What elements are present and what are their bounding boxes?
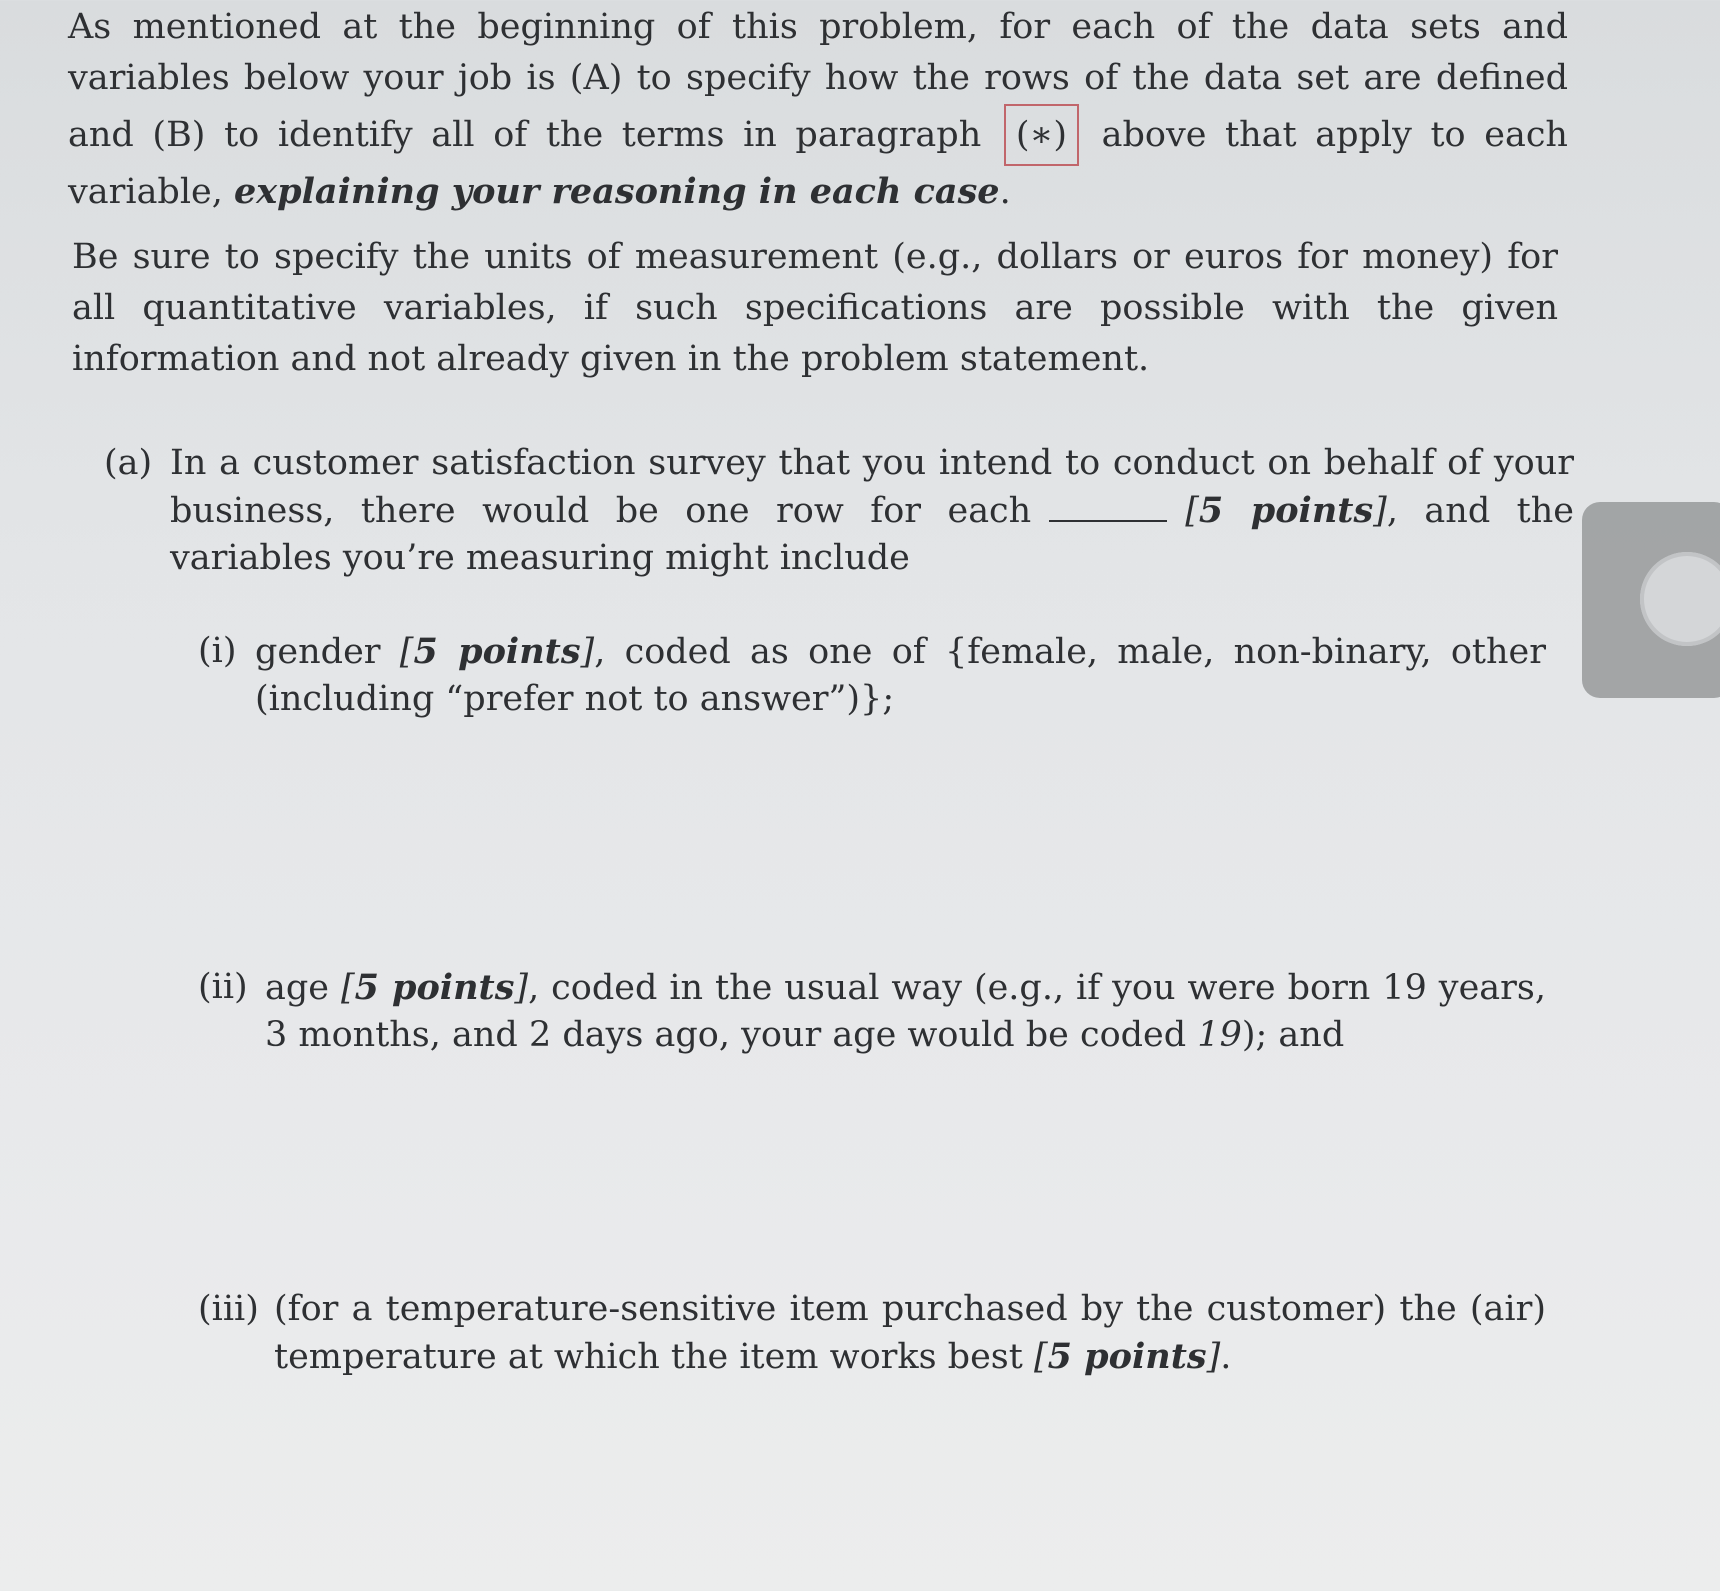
item-ii-points: [5 points] — [340, 967, 529, 1008]
item-iii-end: . — [1220, 1337, 1232, 1377]
item-iii-label: (iii) — [198, 1289, 259, 1329]
item-iii-points: [5 points] — [1033, 1336, 1221, 1377]
item-iii-variable: (for a temperature-sensitive item purchased by the customer) the (air) temperature at which the item works best — [274, 1289, 1546, 1377]
item-ii-example-value: 19 — [1197, 1015, 1242, 1055]
instructions-emphasis: explaining your reasoning in each case — [234, 171, 1000, 212]
instructions-paragraph — [68, 2, 1568, 218]
question-a-points: [5 points] — [1185, 490, 1387, 531]
item-i-label: (i) — [198, 631, 237, 671]
instructions-text: As mentioned at the beginning of this problem, for each of the data sets and variables below your job is (A) to specify how the rows of the data set are defined and (B) to identify all of the terms in paragraph — [68, 7, 1568, 155]
item-ii-end: ); and — [1241, 1015, 1345, 1055]
item-iii-text — [274, 1286, 1546, 1381]
instructions-text-continued: above that apply to each variable, — [68, 115, 1568, 212]
question-a-ii — [198, 964, 1546, 1059]
item-i-points: [5 points] — [399, 631, 595, 672]
question-a-iii — [198, 1286, 1546, 1381]
item-ii-variable: age — [265, 968, 341, 1008]
item-ii-label: (ii) — [198, 967, 248, 1007]
answer-blank — [1049, 490, 1167, 522]
units-paragraph: Be sure to specify the units of measurement (e.g., dollars or euros for money) for all quantitative variables, if such specifications are possible with the given information and not already given in the problem statement. — [72, 237, 1558, 379]
paragraph-reference-box: (∗) — [1004, 104, 1079, 166]
question-a-text — [170, 440, 1574, 582]
question-a-prompt: In a customer satisfaction survey that you intend to conduct on behalf of your business, there would be one row for each — [170, 443, 1574, 531]
question-a-label: (a) — [104, 443, 153, 483]
item-i-text — [255, 628, 1546, 723]
item-i-coding: , coded as one of {female, male, non-binary, other (including “prefer not to answer”)}; — [255, 632, 1546, 719]
question-a — [104, 440, 1574, 582]
instructions-period: . — [999, 172, 1011, 212]
item-i-variable: gender — [255, 632, 400, 672]
question-a-prompt-end: , and the variables you’re measuring might include — [170, 491, 1574, 578]
question-a-i — [198, 628, 1546, 723]
item-ii-text — [265, 964, 1546, 1059]
item-ii-coding: , coded in the usual way (e.g., if you were born 19 years, 3 months, and 2 days ago, your age would be coded — [265, 968, 1546, 1055]
